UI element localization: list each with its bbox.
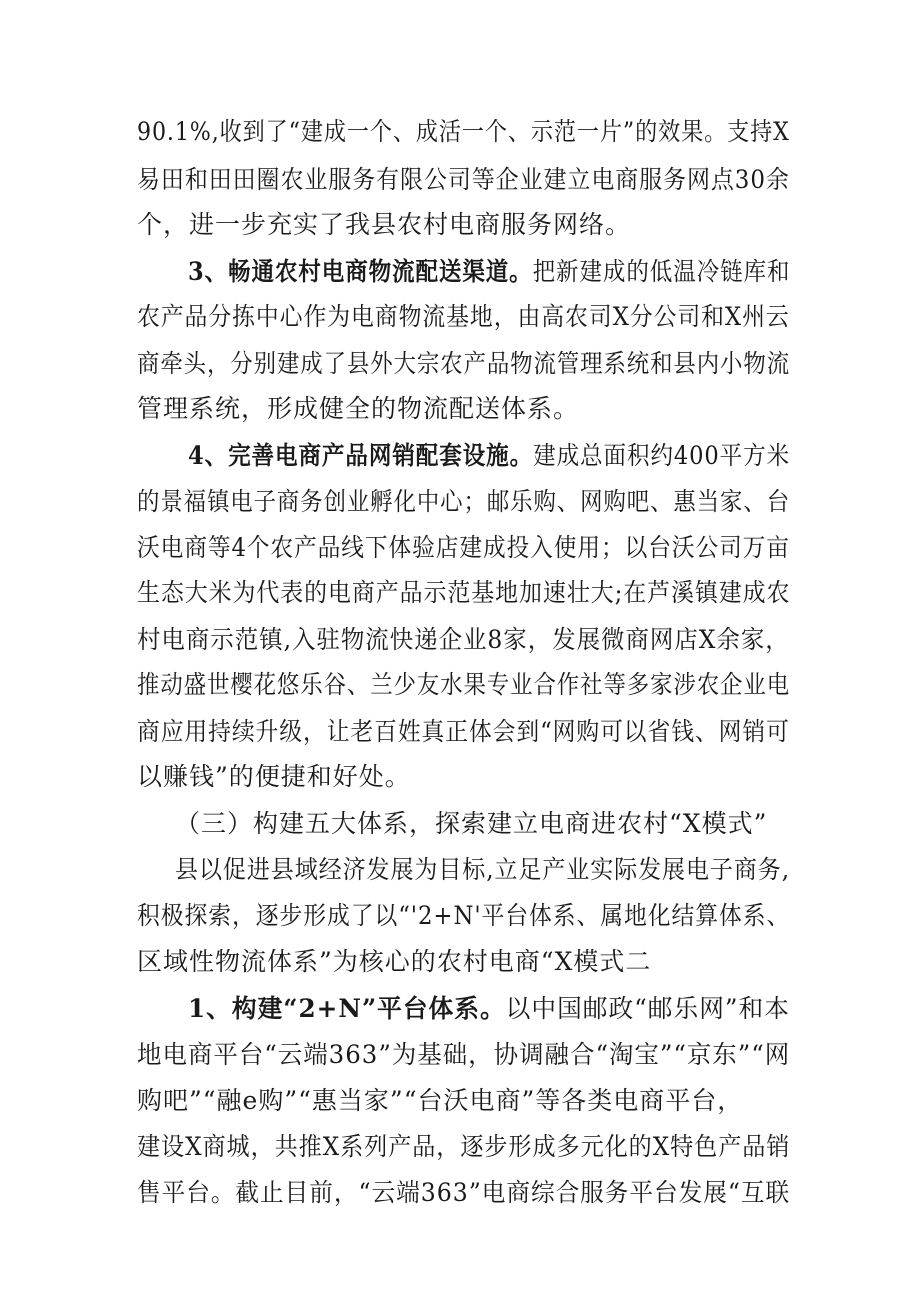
line-text: 生态大米为代表的电商产品示范基地加速壮大;在芦溪镇建成农 bbox=[137, 578, 791, 607]
text-line-14 bbox=[137, 717, 790, 747]
heading-4-line bbox=[188, 441, 790, 471]
text-line-9 bbox=[137, 487, 790, 517]
line-text: 县以促进县域经济发展为目标,立足产业实际发展电子商务, bbox=[175, 855, 790, 884]
line-text: 售平台。截止目前，“云端363”电商综合服务平台发展“互联 bbox=[137, 1178, 791, 1207]
subsection-title: （三）构建五大体系，探索建立电商进农村“X模式” bbox=[175, 809, 768, 838]
line-text: 沃电商等4个农产品线下体验店建成投入使用；以台沃公司万亩 bbox=[137, 533, 790, 562]
line-text: 的景福镇电子商务创业孵化中心；邮乐购、网购吧、惠当家、台 bbox=[137, 487, 791, 516]
text-line-19 bbox=[137, 947, 651, 977]
text-line-21 bbox=[137, 1040, 790, 1070]
line-text: 管理系统，形成健全的物流配送体系。 bbox=[137, 394, 580, 423]
text-line-11 bbox=[137, 578, 790, 608]
text-line-7 bbox=[137, 394, 579, 424]
line-text: 购吧”“融e购”“惠当家”“台沃电商”等各类电商平台， bbox=[137, 1086, 744, 1115]
line-text: 区域性物流体系”为核心的农村电商“X模式二 bbox=[137, 947, 652, 976]
line-text: 推动盛世樱花悠乐谷、兰少友水果专业合作社等多家涉农企业电 bbox=[137, 670, 791, 699]
text-line-12 bbox=[137, 625, 790, 655]
line-text: 以赚钱”的便捷和好处。 bbox=[137, 762, 411, 791]
heading-3-line bbox=[188, 257, 790, 287]
section-heading: 4、完善电商产品网销配套设施。 bbox=[188, 441, 534, 470]
line-text: 农产品分拣中心作为电商物流基地，由高农司X分公司和X州云 bbox=[137, 302, 790, 331]
line-text: 易田和田田圈农业服务有限公司等企业建立电商服务网点30余 bbox=[137, 165, 790, 194]
line-text: 建设X商城，共推X系列产品，逐步形成多元化的X特色产品销 bbox=[137, 1132, 791, 1161]
text-line-5 bbox=[137, 302, 790, 332]
line-text: 积极探索，逐步形成了以“'2+N'平台体系、属地化结算体系、 bbox=[137, 901, 791, 930]
text-line-13 bbox=[137, 670, 790, 700]
line-text: 建成总面积约400平方米 bbox=[533, 441, 791, 470]
text-line-22 bbox=[137, 1086, 743, 1116]
subsection-heading-3 bbox=[175, 809, 767, 839]
text-line-3 bbox=[137, 210, 631, 240]
line-text: 把新建成的低温冷链库和 bbox=[532, 257, 791, 286]
section-heading: 3、畅通农村电商物流配送渠道。 bbox=[188, 257, 533, 286]
text-line-23 bbox=[137, 1132, 790, 1162]
text-line-1 bbox=[137, 117, 790, 147]
line-text: 以中国邮政“邮乐网”和本 bbox=[505, 994, 790, 1023]
line-text: 个，进一步充实了我县农村电商服务网络。 bbox=[137, 210, 632, 239]
line-text: 90.1%,收到了“建成一个、成活一个、示范一片”的效果。支持X bbox=[137, 117, 790, 146]
line-text: 商牵头，分别建成了县外大宗农产品物流管理系统和县内小物流 bbox=[137, 349, 791, 378]
text-line-2 bbox=[137, 165, 790, 195]
text-line-10 bbox=[137, 533, 790, 563]
text-line-6 bbox=[137, 349, 790, 379]
heading-1-line bbox=[188, 994, 790, 1024]
line-text: 地电商平台“云端363”为基础，协调融合“淘宝”“京东”“网 bbox=[137, 1040, 791, 1069]
text-line-18 bbox=[137, 901, 790, 931]
section-heading: 1、构建“2+N”平台体系。 bbox=[188, 994, 506, 1023]
line-text: 商应用持续升级，让老百姓真正体会到“网购可以省钱、网销可 bbox=[137, 717, 790, 746]
text-line-24 bbox=[137, 1178, 790, 1208]
line-text: 村电商示范镇,入驻物流快递企业8家，发展微商网店X余家， bbox=[137, 625, 790, 654]
text-line-15 bbox=[137, 762, 411, 792]
text-line-17 bbox=[175, 855, 790, 885]
